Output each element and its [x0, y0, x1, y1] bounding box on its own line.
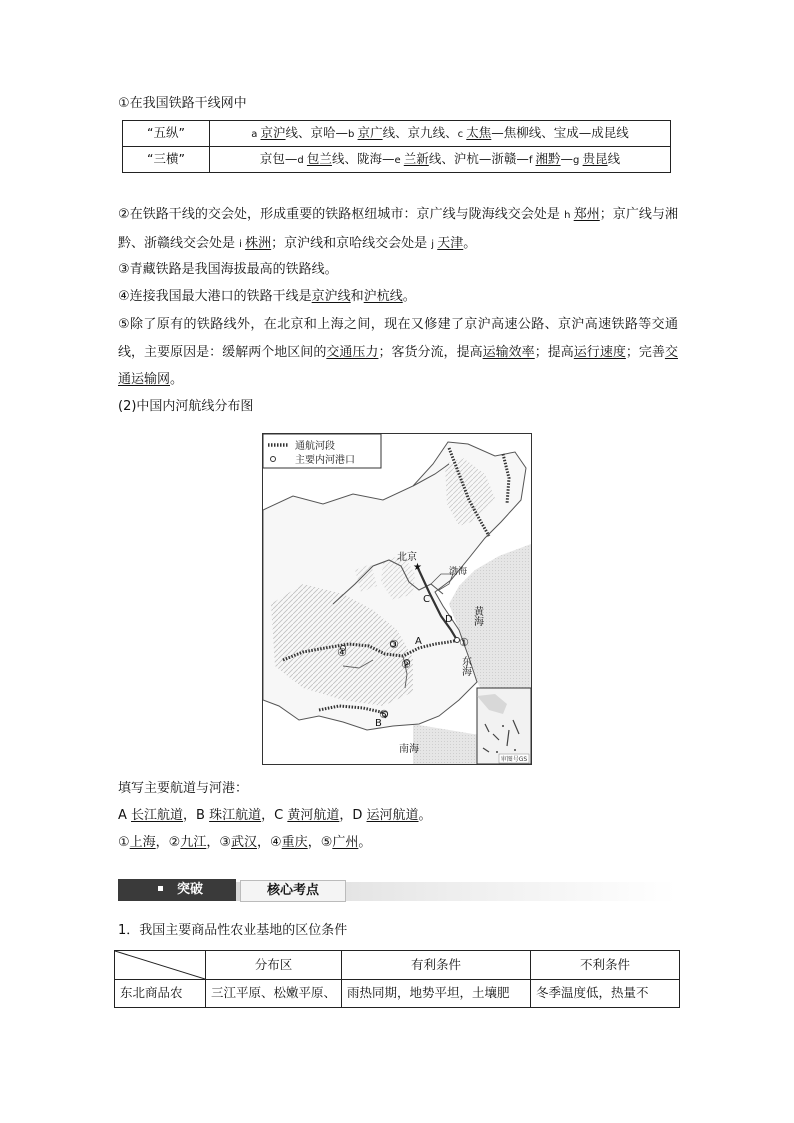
point-2: [118, 201, 678, 258]
table-cell: 三江平原、松嫩平原、: [206, 980, 342, 1008]
answer-text: 兰新: [403, 151, 429, 167]
legend-port-icon: [271, 457, 276, 462]
text-run: 。: [463, 235, 477, 251]
huanghai-label: 黄海: [471, 606, 483, 626]
text-run: g: [573, 155, 583, 167]
text-run: ，④: [257, 835, 282, 850]
text-run: 。: [170, 372, 184, 387]
text-run: i: [239, 238, 246, 250]
text-run: ，②: [155, 835, 181, 850]
answer-text: 天津: [437, 235, 464, 251]
answer-text: 珠江航道: [209, 808, 262, 823]
table-row: [123, 147, 671, 173]
railway-table: [122, 120, 671, 173]
text-run: A: [118, 808, 132, 823]
answer-text: 运输效率: [482, 344, 535, 360]
text-run: c: [457, 129, 467, 141]
answer-text: 运河航道: [366, 808, 419, 823]
text-run: j: [431, 238, 438, 250]
donghai-label: 东海: [459, 656, 471, 676]
point-3: [118, 256, 678, 284]
text-run: 京包—: [259, 151, 298, 167]
rail-row-value: [210, 121, 671, 147]
answer-text: 广州: [332, 835, 359, 850]
text-run: f: [528, 155, 536, 167]
answer-text: 运行速度: [573, 344, 626, 360]
answer-text: 贵昆: [582, 151, 608, 167]
point-4: [118, 283, 678, 311]
table-cell: 东北商品农: [115, 980, 206, 1008]
inland-waterway-map: [262, 433, 532, 765]
answer-text: 武汉: [231, 835, 258, 850]
section-banner: [118, 879, 676, 901]
capital-star-icon: ★: [413, 562, 422, 573]
header-cell: 有利条件: [342, 951, 531, 980]
legend-navigable-label: 通航河段: [295, 441, 335, 452]
rail-intro: ①在我国铁路干线网中: [118, 96, 247, 111]
table-cell: 冬季温度低，热量不: [531, 980, 680, 1008]
section-tag: [118, 879, 236, 901]
text-run: 线、沪杭—浙赣—: [428, 151, 529, 167]
text-run: ，C: [261, 808, 288, 823]
rail-row-label: “三横”: [123, 147, 210, 173]
text-run: 线: [607, 151, 621, 167]
text-run: 和: [350, 289, 364, 304]
text-run: a: [251, 129, 261, 141]
beijing-label: 北京: [397, 552, 417, 563]
waterway-letter-c: C: [423, 594, 430, 605]
waterway-letter-d: D: [445, 614, 453, 625]
text-run: —焦柳线、宝成—成昆线: [491, 125, 629, 141]
text-run: ②在铁路干线的交会处，形成重要的铁路枢纽城市：京广线与陇海线交会处是: [118, 207, 565, 222]
answer-text: 京广: [357, 125, 383, 141]
text-run: ；完善: [625, 344, 665, 360]
text-run: ①: [118, 835, 130, 850]
answer-text: 交通压力: [326, 344, 379, 360]
port-5-label: ⑤: [379, 708, 389, 721]
answer-text: 长江航道: [131, 808, 184, 823]
diagonal-header-cell: [115, 951, 206, 980]
text-run: b: [348, 129, 358, 141]
text-run: ④连接我国最大港口的铁路干线是: [118, 289, 312, 304]
waterway-letter-a: A: [415, 636, 422, 647]
fill-waterways: [118, 807, 432, 826]
rail-row-value: [210, 147, 671, 173]
answer-text: 太焦: [466, 125, 492, 141]
text-run: 线、京哈—: [285, 125, 349, 141]
answer-text: 九江: [180, 835, 207, 850]
text-run: 线、陇海—: [331, 151, 395, 167]
section-title: 核心考点: [240, 880, 346, 902]
table-row: [123, 121, 671, 147]
text-run: ；京沪线和京哈线交会处是: [271, 235, 432, 251]
text-run: ；提高: [534, 344, 574, 360]
table-cell: 雨热同期，地势平坦，土壤肥: [342, 980, 531, 1008]
text-run: ，③: [206, 835, 231, 850]
legend-port-label: 主要内河港口: [295, 455, 355, 466]
text-run: 。: [418, 808, 432, 823]
text-run: ③青藏铁路是我国海拔最高的铁路线。: [118, 262, 338, 277]
text-run: ，D: [339, 808, 367, 823]
fill-ports: [118, 834, 371, 853]
answer-text: 上海: [129, 835, 156, 850]
port-1-label: ①: [459, 636, 469, 649]
answer-text: 京沪: [260, 125, 286, 141]
answer-text: 交通运输网: [118, 344, 678, 387]
answer-text: 包兰: [306, 151, 332, 167]
port-3-label: ③: [389, 638, 399, 651]
answer-text: 湘黔: [535, 151, 561, 167]
answer-text: 株洲: [245, 235, 272, 251]
text-run: d: [297, 155, 307, 167]
table-header-row: [115, 951, 680, 980]
bohai-label: 渤海: [449, 567, 468, 577]
port-4-label: ④: [337, 646, 347, 659]
text-run: ；客货分流，提高: [378, 344, 483, 360]
rail-row-label: “五纵”: [123, 121, 210, 147]
text-run: 。: [402, 289, 416, 304]
answer-text: 黄河航道: [287, 808, 340, 823]
header-cell: 分布区: [206, 951, 342, 980]
agri-table: [114, 950, 680, 1008]
section-tag-label: 突破: [177, 882, 204, 897]
text-run: ，B: [183, 808, 210, 823]
fill-prompt: 填写主要航道与河港：: [118, 781, 249, 796]
text-run: —: [560, 151, 574, 167]
port-2-label: ②: [401, 658, 411, 671]
nanhai-label: 南海: [399, 744, 419, 755]
map-stamp: 审图号GS: [500, 756, 528, 763]
square-bullet-icon: [158, 886, 163, 891]
header-cell: 不利条件: [531, 951, 680, 980]
text-run: 线、京九线、: [382, 125, 458, 141]
subhead: 1．我国主要商品性农业基地的区位条件: [118, 923, 348, 938]
text-run: ⑤除了原有的铁路线外，在北京和上海之间，现在又修建了京沪高速公路、京沪高速铁路等交通线，主要原因是：缓解两个地区间的: [118, 317, 678, 360]
text-run: ；京广线与湘黔、浙赣线交会处是: [118, 207, 678, 251]
answer-text: 郑州: [573, 207, 600, 222]
map-section-title: (2)中国内河航线分布图: [118, 399, 254, 414]
waterway-letter-b: B: [375, 718, 382, 729]
text-run: h: [564, 210, 574, 221]
answer-text: 京沪线: [311, 289, 351, 304]
text-run: 。: [358, 835, 372, 850]
text-run: e: [394, 155, 404, 167]
point-5: [118, 311, 678, 394]
table-row: [115, 980, 680, 1008]
text-run: ，⑤: [307, 835, 333, 850]
answer-text: 重庆: [281, 835, 308, 850]
answer-text: 沪杭线: [363, 289, 403, 304]
